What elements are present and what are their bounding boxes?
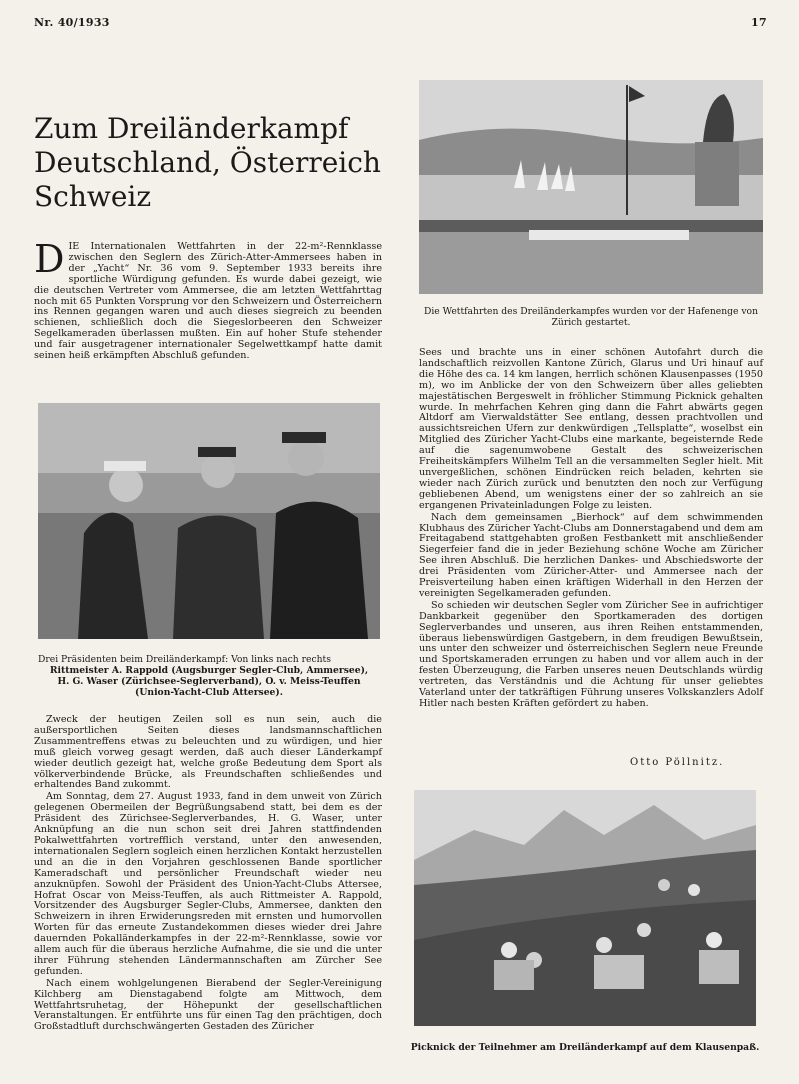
intro-column — [34, 237, 382, 363]
author-signature: Otto Pöllnitz. — [630, 757, 725, 768]
presidents-caption-line-4: (Union-Yacht-Club Attersee). — [135, 687, 283, 698]
picnic-caption: Picknick der Teilnehmer am Dreiländerkampf auf dem Klausenpaß. — [410, 1042, 760, 1053]
presidents-caption-line-3: H. G. Waser (Zürichsee-Seglerverband), O. v. Meiss-Teuffen — [57, 676, 361, 687]
right-column — [419, 348, 763, 711]
left-column — [34, 715, 382, 1034]
presidents-photo-drawing — [38, 403, 380, 639]
title-line-2: Deutschland, Österreich — [34, 146, 381, 179]
intro-paragraph — [34, 237, 382, 362]
presidents-caption-line-2: Rittmeister A. Rappold (Augsburger Segler-Club, Ammersee), — [49, 665, 369, 676]
presidents-photo — [38, 403, 380, 639]
presidents-caption-line-1: Drei Präsidenten beim Dreiländerkampf: Von links nach rechts — [38, 654, 331, 665]
picnic-photo-drawing — [414, 790, 756, 1026]
harbor-photo-drawing — [419, 80, 763, 294]
title-line-3: Schweiz — [34, 180, 152, 213]
page-number: 17 — [751, 16, 767, 29]
article-title — [34, 112, 394, 214]
harbor-caption: Die Wettfahrten des Dreiländerkampfes wurden vor der Hafenenge von Zürich gestartet. — [423, 306, 759, 328]
picnic-photo — [414, 790, 756, 1026]
right-paragraph-3: So schieden wir deutschen Segler vom Züricher See in aufrichtiger Dankbarkeit gegenüber den Sportkameraden des dortigen Seglerverbandes und unseren, aus ihren Reihen entstammenden, überaus liebenswürdigen Gastgebern, in dem freudigen Bewußtsein, uns unter den schweizer und österreichischen Seglern neue Freunde und Sportskameraden errungen zu haben und vor allem auch in der festen Überzeugung, die Farben unseres neuen Deutschlands würdig vertreten, das Verständnis und die Achtung für unser geliebtes Vaterland unter der tatkräftigen Führung unseres Volkskanzlers Adolf Hitler nach besten Kräften gefördert zu haben. — [419, 599, 763, 709]
intro-text: IE Internationalen Wettfahrten in der 22-m²-Rennklasse zwischen den Seglern des Zürich-Atter-Ammersees haben in der „Yacht“ Nr. 36 vom 9. September 1933 bereits ihre sportliche Würdigung gefunden. Es wurde dabei gezeigt, wie die deutschen Vertreter vom Ammersee, die am letzten Wettfahrttag noch mit 65 Punkten Vorsprung vor den Schweizern und Österreichern ins Rennen gegangen waren und auch dieses siegreich zu beenden schienen, schließlich doch die Siegeslorbeeren den Schweizer Segelkameraden überlassen mußten. Ein auf hoher Stufe stehender und fair ausgetragener internationaler Segelwettkampf hatte damit seinen heiß erkämpften Abschluß gefunden. — [34, 241, 382, 362]
title-line-1: Zum Dreiländerkampf — [34, 112, 349, 145]
left-paragraph-2: Am Sonntag, dem 27. August 1933, fand in dem unweit von Zürich gelegenen Obermeilen der Begrüßungsabend statt, bei dem es der Präsident des Zürichsee-Seglerverbandes, H. G. Waser, unter Anknüpfung an die nun schon seit drei Jahren stattfindenden Pokalwettfahrten vortrefflich verstand, unter den anwesenden, internationalen Seglern sogleich einen herzlichen Kontakt herzustellen und an die in den Vorjahren geschlossenen Bande sportlicher Kameradschaft und persönlicher Freundschaft wieder neu anzuknüpfen. Sowohl der Präsident des Union-Yacht-Clubs Attersee, Hofrat Oscar von Meiss-Teuffen, als auch Rittmeister A. Rappold, Vorsitzender des Augsburger Segler-Clubs, Ammersee, dankten den Schweizern in ihren Erwiderungsreden mit ernsten und humorvollen Worten für das erneute Zustandekommen dieses wieder drei Jahre dauernden Pokalländerkampfes in der 22-m²-Rennklasse, sowie vor allem auch für die überaus herzliche Aufnahme, die sie und die unter ihrer Führung stehenden Ländermannschaften am Zürcher See gefunden. — [34, 791, 382, 977]
harbor-photo — [419, 80, 763, 294]
issue-number: Nr. 40/1933 — [34, 16, 110, 29]
right-paragraph-1: Sees und brachte uns in einer schönen Autofahrt durch die landschaftlich reizvollen Kantone Zürich, Glarus und Uri hinauf auf die Höhe des ca. 14 km langen, herrlich schönen Klausenpasses (1950 m), wo im Anblicke der von den Schweizern über alles geliebten majestätischen Bergeswelt in fröhlicher Stimmung Picknick gehalten wurde. In mehrfachen Kehren ging dann die Fahrt abwärts gegen Altdorf am Vierwaldstätter See entlang, dessen prachtvollen und aussichtsreichen Ufern zur denkwürdigen „Tellsplatte“, woselbst ein Mitglied des Züricher Yacht-Clubs eine markante, begeisternde Rede auf die sagenumwobene Gestalt des schweizerischen Freiheitskämpfers Wilhelm Tell an die versammelten Segler hielt. Mit unvergeßlichen, schönen Eindrücken reich beladen, kehrten sie wieder nach Zürich zurück und benutzten den noch zur Verfügung gebliebenen Abend, um wenigstens einer der so zahlreich an sie ergangenen Privateinladungen Folge zu leisten. — [419, 347, 763, 511]
left-paragraph-3: Nach einem wohlgelungenen Bierabend der Segler-Vereinigung Kilchberg am Dienstagabend folgte am Mittwoch, dem Wettfahrtsruhetag, der Höhepunkt der gesellschaftlichen Veranstaltungen. Er entführte uns für einen Tag den prächtigen, doch Großstadtluft durchschwängerten Gestaden des Züricher — [34, 977, 382, 1033]
drop-cap: D — [34, 237, 65, 281]
right-paragraph-2: Nach dem gemeinsamen „Bierhock“ auf dem schwimmenden Klubhaus des Züricher Yacht-Clubs am Donnerstagabend und dem am Freitagabend stattgehabten großen Festbankett mit anschließender Siegerfeier fand die in jeder Beziehung schöne Woche am Züricher See ihren Abschluß. Die herzlichen Dankes- und Abschiedsworte der drei Präsidenten vom Züricher-Atter- und Ammersee nach der Preisverteilung haben einen kräftigen Widerhall in den Herzen der vereinigten Segelkameraden gefunden. — [419, 511, 763, 599]
left-paragraph-1: Zweck der heutigen Zeilen soll es nun sein, auch die außersportlichen Seiten dieses landsmannschaftlichen Zusammentreffens etwas zu beleuchten und zu würdigen, und hier muß gleich vorweg gesagt werden, daß auch dieser Länderkampf wieder deutlich gezeigt hat, welche große Bedeutung dem Sport als völkerverbindende Brücke, als Freundschaften schließendes und erhaltendes Band zukommt. — [34, 714, 382, 791]
presidents-caption — [38, 654, 380, 698]
